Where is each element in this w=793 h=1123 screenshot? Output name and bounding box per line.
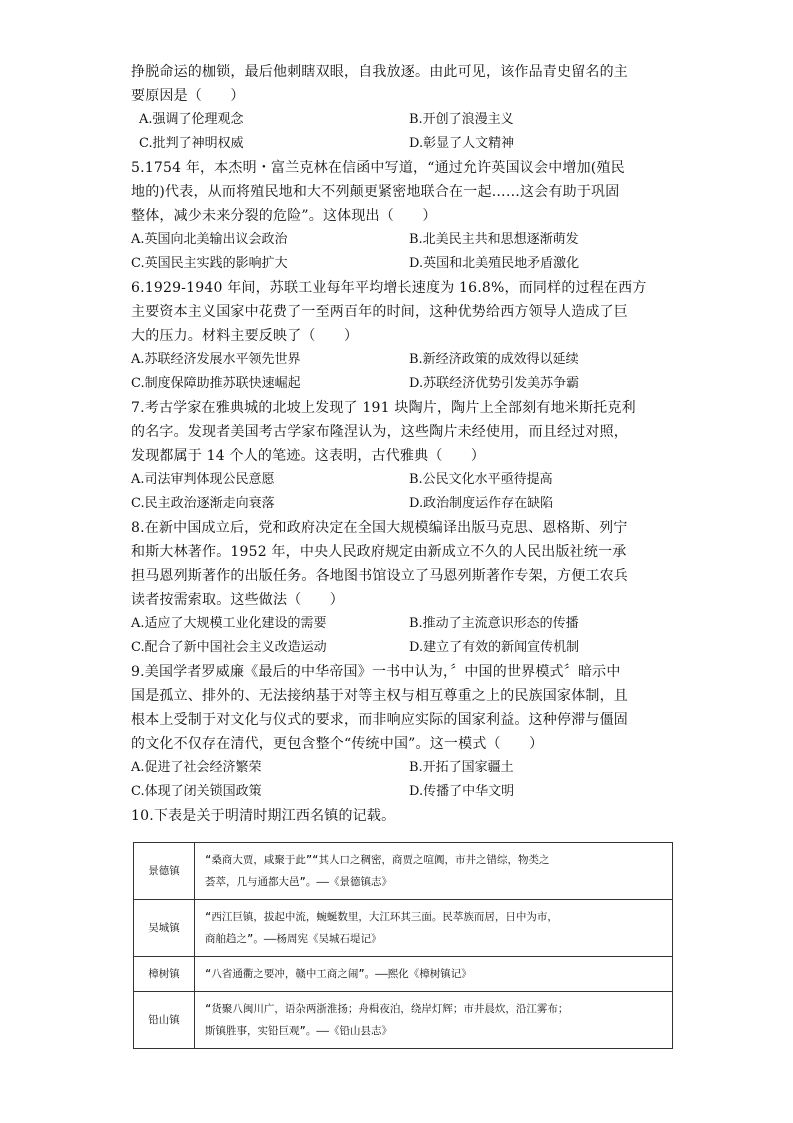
options-row (131, 228, 676, 252)
record-line: 商舶趋之”。——杨周宪《吴城石堤记》 (205, 933, 382, 945)
record-line: “八省通衢之要冲，赣中工商之闹”。——熙化《樟树镇记》 (205, 968, 472, 980)
options-row (131, 108, 676, 132)
option-c: C.体现了闭关锁国政策 (131, 784, 262, 799)
question-text: 的名字。发现者美国考古学家布隆涅认为，这些陶片未经使用，而且经过对照， (131, 424, 628, 440)
table-row (134, 843, 673, 900)
question-text: 要原因是（ ） (131, 88, 245, 104)
question-text: 发现都属于 14 个人的笔迹。这表明，古代雅典（ ） (131, 448, 486, 464)
record-text (195, 957, 673, 992)
record-text (195, 992, 673, 1049)
question-text: 读者按需索取。这些做法（ ） (131, 592, 344, 608)
option-b: B.公民文化水平亟待提高 (409, 472, 553, 487)
town-name: 铅山镇 (134, 992, 195, 1049)
question-text: 7.考古学家在雅典城的北坡上发现了 191 块陶片，陶片上全部刻有地米斯托克利 (131, 400, 636, 416)
question-text: 主要资本主义国家中花费了一至两百年的时间，这种优势给西方领导人造成了巨 (131, 304, 628, 320)
question-text: 5.1754 年，本杰明・富兰克林在信函中写道，“通过允许英国议会中增加(殖民 (131, 160, 625, 176)
town-name: 景德镇 (134, 843, 195, 900)
record-line: 斯镇胜事，实铅巨观”。——《铅山县志》 (205, 1025, 392, 1037)
record-line: “桑商大贾，咸聚于此”“其人口之稠密，商贾之喧阗，市井之错综，物类之 (205, 854, 550, 866)
options-row (131, 348, 676, 372)
question-text: 挣脱命运的枷锁，最后他刺瞎双眼，自我放逐。由此可见，该作品青史留名的主 (131, 64, 628, 80)
option-a: A.强调了伦理观念 (139, 112, 244, 127)
record-line: “西江巨镇，拔起中流，蜿蜒数里，大江环其三面。民萃族而居，日中为市， (205, 911, 558, 923)
option-c: C.配合了新中国社会主义改造运动 (131, 640, 327, 655)
option-b: B.推动了主流意识形态的传播 (409, 616, 579, 631)
options-row (131, 612, 676, 636)
table-row (134, 957, 673, 992)
question-10-intro: 10.下表是关于明清时期江西名镇的记载。 (131, 808, 396, 824)
exam-page (131, 60, 676, 828)
option-b: B.开创了浪漫主义 (409, 112, 514, 127)
question-text: 大的压力。材料主要反映了（ ） (131, 328, 359, 344)
question-8 (131, 516, 676, 660)
question-text: 整体，减少未来分裂的危险”。这体现出（ ） (131, 208, 437, 224)
option-d: D.政治制度运作存在缺陷 (409, 496, 554, 511)
question-5 (131, 156, 676, 276)
record-line: 荟萃，几与通都大邑”。——《景德镇志》 (205, 876, 392, 888)
question-text: 的文化不仅存在清代，更包含整个“传统中国”。这一模式（ ） (131, 736, 544, 752)
option-c: C.制度保障助推苏联快速崛起 (131, 376, 301, 391)
table-row (134, 992, 673, 1049)
options-row (131, 780, 676, 804)
question-text: 根本上受制于对文化与仪式的要求，而非响应实际的国家利益。这种停滞与僵固 (131, 712, 628, 728)
option-d: D.彰显了人文精神 (409, 136, 515, 151)
question-7 (131, 396, 676, 516)
option-c: C.民主政治逐渐走向衰落 (131, 496, 275, 511)
town-name: 樟树镇 (134, 957, 195, 992)
town-name: 吴城镇 (134, 900, 195, 957)
options-row (131, 636, 676, 660)
option-d: D.传播了中华文明 (409, 784, 515, 799)
options-row (131, 492, 676, 516)
option-d: D.英国和北美殖民地矛盾激化 (409, 256, 580, 271)
record-line: “货聚八闽川广，语杂两浙淮扬；舟楫夜泊，绕岸灯辉；市井晨炊，沿江雾布； (205, 1003, 569, 1015)
option-a: A.适应了大规模工业化建设的需要 (131, 616, 327, 631)
question-text: 和斯大林著作。1952 年，中央人民政府规定由新成立不久的人民出版社统一承 (131, 544, 627, 560)
question-4 (131, 60, 676, 156)
option-b: B.开拓了国家疆土 (409, 760, 514, 775)
option-c: C.英国民主实践的影响扩大 (131, 256, 288, 271)
option-d: D.建立了有效的新闻宣传机制 (409, 640, 580, 655)
option-d: D.苏联经济优势引发美苏争霸 (409, 376, 580, 391)
question-text: 地的)代表，从而将殖民地和大不列颠更紧密地联合在一起……这会有助于巩固 (131, 184, 620, 200)
town-records-table (133, 842, 673, 1049)
options-row (131, 372, 676, 396)
option-b: B.新经济政策的成效得以延续 (409, 352, 579, 367)
record-text (195, 900, 673, 957)
options-row (131, 468, 676, 492)
option-a: A.苏联经济发展水平领先世界 (131, 352, 301, 367)
option-a: A.英国向北美输出议会政治 (131, 232, 288, 247)
options-row (131, 132, 676, 156)
options-row (131, 756, 676, 780)
option-c: C.批判了神明权威 (139, 136, 244, 151)
table-row (134, 900, 673, 957)
question-9 (131, 660, 676, 804)
option-a: A.司法审判体现公民意愿 (131, 472, 275, 487)
question-text: 8.在新中国成立后，党和政府决定在全国大规模编译出版马克思、恩格斯、列宁 (131, 520, 628, 536)
options-row (131, 252, 676, 276)
question-text: 担马恩列斯著作的出版任务。各地图书馆设立了马恩列斯著作专架，方便工农兵 (131, 568, 628, 584)
option-b: B.北美民主共和思想逐渐萌发 (409, 232, 579, 247)
question-text: 6.1929-1940 年间，苏联工业每年平均增长速度为 16.8%，而同样的过程在西方 (131, 280, 647, 296)
question-text: 9.美国学者罗威廉《最后的中华帝国》一书中认为，〞中国的世界模式〞暗示中 (131, 664, 621, 680)
option-a: A.促进了社会经济繁荣 (131, 760, 262, 775)
question-text: 国是孤立、排外的、无法接纳基于对等主权与相互尊重之上的民族国家体制，且 (131, 688, 628, 704)
question-6 (131, 276, 676, 396)
record-text (195, 843, 673, 900)
